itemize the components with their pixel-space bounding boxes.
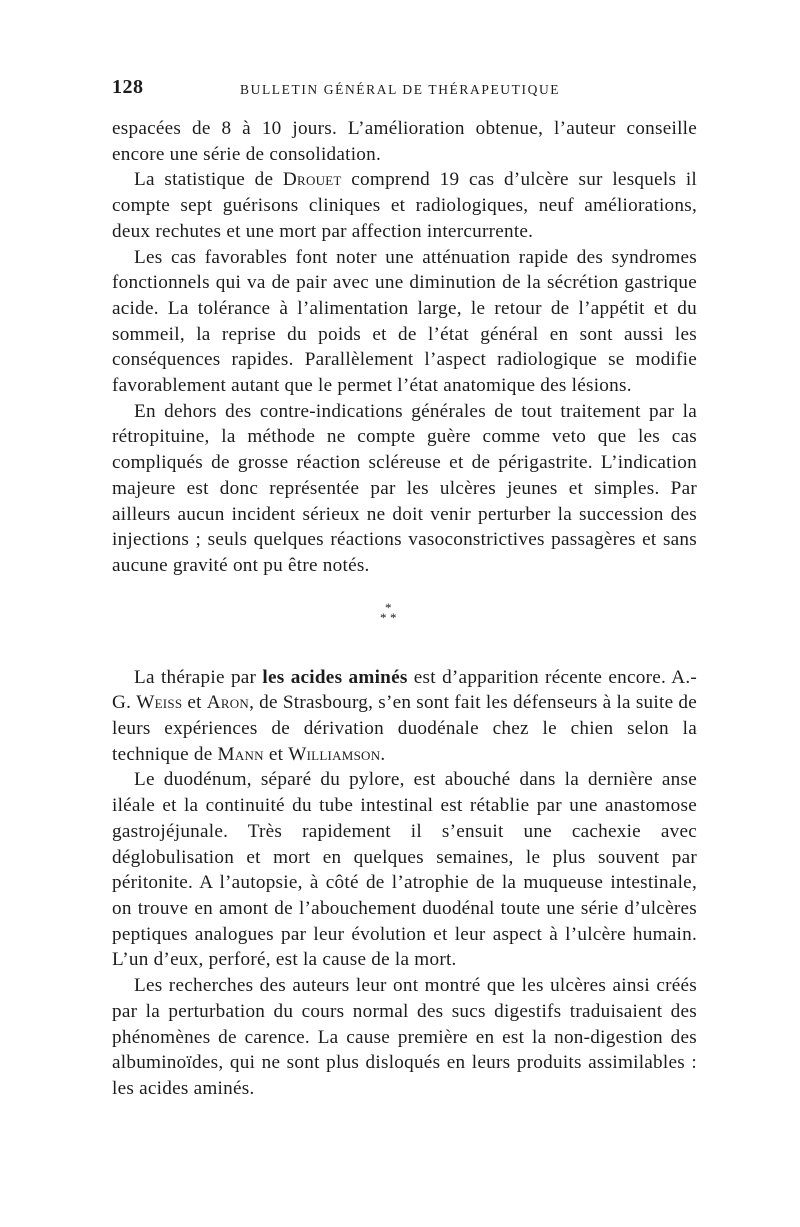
asterism-star: * [390, 609, 397, 625]
author-name-williamson: Williamson [288, 743, 381, 765]
section-separator [112, 579, 697, 665]
paragraph-favorable-cases: Les cas favorables font noter une atténuation rapide des syndromes fonctionnels qui va de pair avec une diminution de la sécrétion gastrique acide. La tolérance à l’alimentation large, le retour de l’appétit et du sommeil, la reprise du poids et de l’état général en sont aussi les conséquences rapides. Parallèlement l’aspect radiologique se modifie favorablement autant que le permet l’état anatomique des lésions. [112, 246, 697, 397]
running-header [112, 76, 697, 102]
paragraph-amino-acids: La thérapie par les acides aminés est d’apparition récente encore. A.-G. Weiss et Aron, de Strasbourg, s’en sont fait les défenseurs à la suite de leurs expériences de dérivation duodénale chez le chien selon la technique de Mann et Williamson. [112, 666, 698, 765]
author-name-aron: Aron [206, 692, 250, 714]
body-text [112, 116, 697, 1102]
author-name-mann: Mann [217, 743, 264, 765]
asterism-star: * [380, 609, 387, 625]
bold-term: les acides aminés [262, 666, 408, 688]
author-name-weiss: Weiss [136, 692, 183, 714]
author-name-drouet: Drouet [282, 169, 342, 191]
paragraph-duodenum: Le duodénum, séparé du pylore, est abouché dans la dernière anse iléale et la continuité du tube intestinal est rétablie par une anastomose gastrojéjunale. Très rapidement il s’ensuit une cachexie avec déglobulisation et mort en quelques semaines, le plus souvent par péritonite. A l’autopsie, à côté de l’atrophie de la muqueuse intestinale, on trouve en amont de l’abouchement duodénal toute une série d’ulcères peptiques analogues par leur évolution et leur aspect à l’ulcère humain. L’un d’eux, perforé, est la cause de la mort. [112, 769, 697, 971]
paragraph-contraindications: En dehors des contre-indications générales de tout traitement par la rétropituine, la méthode ne compte guère comme veto que les cas compliqués de grosse réaction scléreuse et de périgastrite. L’indication majeure est donc représentée par les ulcères jeunes et simples. Par ailleurs aucun incident sérieux ne doit venir perturber la succession des injections ; seuls quelques réactions vasoconstrictives passagères et sans aucune gravité ont pu être notés. [112, 400, 697, 576]
page-number: 128 [112, 76, 144, 98]
paragraph-continuation: espacées de 8 à 10 jours. L’amélioration obtenue, l’auteur conseille encore une série de consolidation. [112, 118, 697, 165]
paragraph-statistics: La statistique de Drouet comprend 19 cas d’ulcère sur lesquels il compte sept guérisons cliniques et radiologiques, neuf améliorations, deux rechutes et une mort par affection intercurrente. [112, 169, 697, 242]
paragraph-research: Les recherches des auteurs leur ont montré que les ulcères ainsi créés par la perturbation du cours normal des sucs digestifs traduisaient des phénomènes de carence. La cause première en est la non-digestion des albuminoïdes, qui ne sont plus disloqués en leurs produits assimilables : les acides aminés. [112, 975, 697, 1099]
asterism-star: * [385, 599, 392, 615]
running-title: BULLETIN GÉNÉRAL DE THÉRAPEUTIQUE [240, 82, 561, 97]
